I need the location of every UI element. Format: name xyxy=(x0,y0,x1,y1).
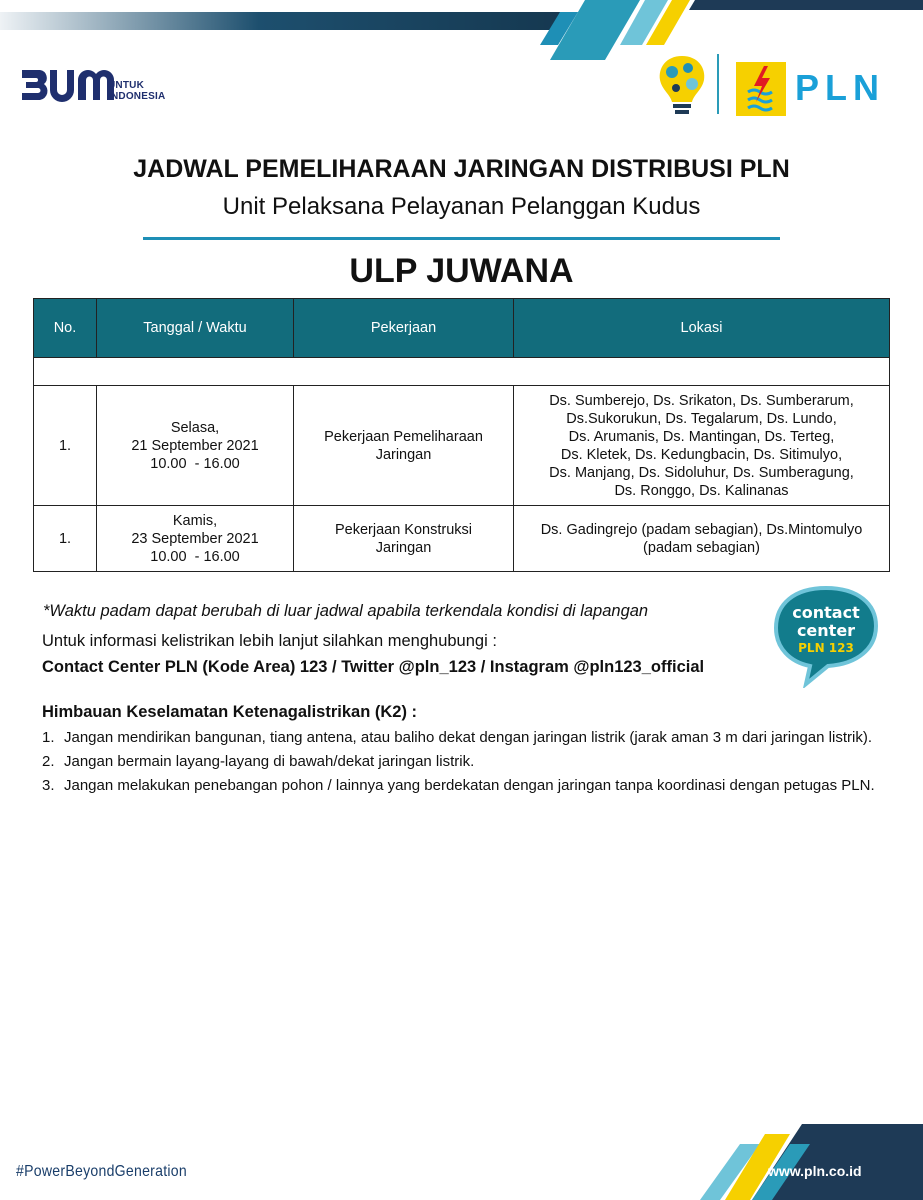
safety-advice-list xyxy=(42,726,880,798)
location-line: Ds.Sukorukun, Ds. Tegalarum, Ds. Lundo, xyxy=(566,410,837,427)
cell-job-line: Pekerjaan Pemeliharaan xyxy=(324,428,483,445)
page-title: JADWAL PEMELIHARAAN JARINGAN DISTRIBUSI PLN xyxy=(133,155,790,183)
list-item-text: Jangan mendirikan bangunan, tiang antena, atau baliho dekat dengan jaringan listrik (jarak aman 3 m dari jaringan listrik). xyxy=(64,729,872,746)
list-item xyxy=(42,774,880,797)
footer-website-link[interactable]: www.pln.co.id xyxy=(768,1163,862,1179)
header-location: Lokasi xyxy=(514,299,890,358)
cell-location xyxy=(514,506,890,572)
safety-advice-title: Himbauan Keselamatan Ketenagalistrikan (K2) : xyxy=(42,703,418,721)
cell-no: 1. xyxy=(34,506,97,572)
header-no: No. xyxy=(34,299,97,358)
bumn-tagline-line2: INDONESIA xyxy=(108,91,166,102)
logo-divider xyxy=(717,54,719,114)
table-empty-row xyxy=(34,358,890,386)
table-row xyxy=(34,506,890,572)
bumn-tagline-line1: UNTUK xyxy=(108,80,144,91)
title-divider xyxy=(143,237,780,240)
badge-text-pln123: PLN 123 xyxy=(798,641,854,655)
schedule-table xyxy=(33,298,890,572)
header-job: Pekerjaan xyxy=(294,299,514,358)
page-subtitle: Unit Pelaksana Pelayanan Pelanggan Kudus xyxy=(222,193,701,220)
cell-no: 1. xyxy=(34,386,97,506)
pln-lightning-icon xyxy=(736,62,786,116)
badge-text-contact: contact xyxy=(792,603,860,622)
ulp-heading: ULP JUWANA xyxy=(349,252,574,290)
list-item-number: 1. xyxy=(42,729,55,746)
table-header-row xyxy=(34,299,890,358)
location-line: Ds. Manjang, Ds. Sidoluhur, Ds. Sumberagung, xyxy=(549,464,854,481)
cell-job-line: Jaringan xyxy=(375,539,432,556)
location-line: (padam sebagian) xyxy=(643,539,760,556)
cell-date-time xyxy=(97,506,294,572)
location-line: Ds. Ronggo, Ds. Kalinanas xyxy=(614,482,789,499)
footer-hashtag: #PowerBeyondGeneration xyxy=(16,1163,187,1180)
list-item-text: Jangan bermain layang-layang di bawah/dekat jaringan listrik. xyxy=(64,753,475,770)
table-row xyxy=(34,386,890,506)
list-item-number: 2. xyxy=(42,753,55,770)
location-line: Ds. Sumberejo, Ds. Srikaton, Ds. Sumberarum, xyxy=(549,392,854,409)
cell-job-line: Pekerjaan Konstruksi xyxy=(334,521,472,538)
list-item-number: 3. xyxy=(42,777,55,794)
contact-center-badge xyxy=(770,584,882,688)
schedule-disclaimer: *Waktu padam dapat berubah di luar jadwal apabila terkendala kondisi di lapangan xyxy=(43,602,649,620)
lightbulb-icon xyxy=(656,54,708,118)
badge-text-center: center xyxy=(796,621,856,640)
cell-time: 10.00 - 16.00 xyxy=(150,548,240,565)
contact-details: Contact Center PLN (Kode Area) 123 / Twitter @pln_123 / Instagram @pln123_official xyxy=(42,658,705,676)
location-line: Ds. Gadingrejo (padam sebagian), Ds.Mintomulyo xyxy=(540,521,863,538)
top-banner xyxy=(0,0,923,60)
cell-location xyxy=(514,386,890,506)
location-line: Ds. Arumanis, Ds. Mantingan, Ds. Terteg, xyxy=(568,428,835,445)
list-item-text: Jangan melakukan penebangan pohon / lainnya yang berdekatan dengan jaringan tanpa koordinasi dengan petugas PLN. xyxy=(64,777,875,794)
cell-job xyxy=(294,506,514,572)
cell-date: 23 September 2021 xyxy=(131,530,259,547)
contact-intro: Untuk informasi kelistrikan lebih lanjut silahkan menghubungi : xyxy=(42,632,497,650)
cell-day: Kamis, xyxy=(172,512,218,529)
cell-job xyxy=(294,386,514,506)
list-item xyxy=(42,750,880,773)
cell-date: 21 September 2021 xyxy=(131,437,259,454)
cell-day: Selasa, xyxy=(170,419,220,436)
footer-banner xyxy=(640,1124,923,1200)
cell-date-time xyxy=(97,386,294,506)
list-item xyxy=(42,726,880,749)
pln-wordmark: PLN xyxy=(795,67,885,108)
location-line: Ds. Kletek, Ds. Kedungbacin, Ds. Sitimulyo, xyxy=(560,446,843,463)
header-date-time: Tanggal / Waktu xyxy=(97,299,294,358)
cell-job-line: Jaringan xyxy=(375,446,432,463)
cell-time: 10.00 - 16.00 xyxy=(150,455,240,472)
bumn-tagline xyxy=(108,80,165,102)
